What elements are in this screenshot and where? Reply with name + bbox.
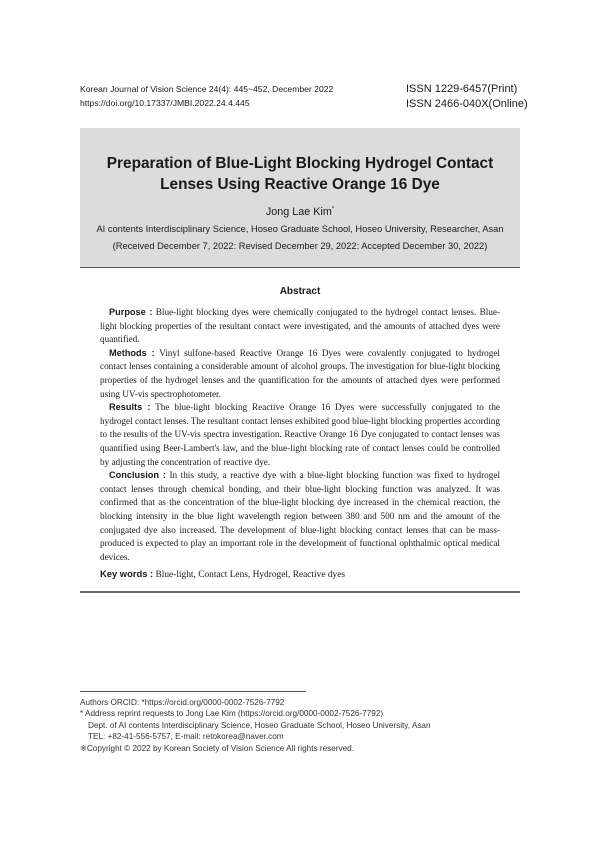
issn-print: ISSN 1229-6457(Print)	[406, 83, 518, 95]
journal-citation: Korean Journal of Vision Science 24(4): 445~452, December 2022	[80, 84, 334, 94]
abstract-conclusion	[100, 469, 500, 564]
copyright-note: ※Copyright © 2022 by Korean Society of Vision Science All rights reserved.	[80, 743, 354, 753]
author-mark: *	[331, 206, 335, 213]
abstract-purpose	[100, 306, 500, 347]
doi-link[interactable]: https://doi.org/10.17337/JMBI.2022.24.4.445	[80, 98, 250, 108]
title-line-2: Lenses Using Reactive Orange 16 Dye	[160, 176, 440, 193]
issn-block	[406, 82, 528, 112]
footnotes	[80, 697, 520, 754]
issn-online: ISSN 2466-040X(Online)	[406, 98, 528, 110]
results-text: The blue-light blocking Reactive Orange 16 Dyes were successfully conjugated to the hydrogel contact lenses. The resultant contact lenses exhibited good blue-light blocking properties according to the results of the UV-vis spectra investigation. Reactive Orange 16 Dye conjugated to contact lenses was quantified using Beer-Lambert's law, and the blue-light blocking rate of contact lenses could be controlled by adjusting the concentration of reactive dye.	[100, 402, 500, 467]
orcid-note: Authors ORCID: *https://orcid.org/0000-0002-7526-7792	[80, 698, 285, 707]
keywords-label: Key words :	[100, 568, 154, 579]
contact-note: TEL: +82-41-556-5757, E-mail: retokorea@naver.com	[88, 732, 284, 742]
methods-text: Vinyl sulfone-based Reactive Orange 16 Dyes were covalently conjugated to hydrogel contact lenses containing a considerable amount of alcohol groups. The investigation for blue-light blocking properties of the hydrogel lenses and the quantification for the amounts of attached dyes were performed using UV-vis spectrophotometer.	[100, 347, 500, 399]
author-name: Jong Lae Kim	[265, 206, 332, 218]
abstract-body	[100, 306, 500, 564]
received-dates: (Received December 7, 2022: Revised December 29, 2022: Accepted December 30, 2022)	[112, 241, 488, 251]
paper-title	[80, 153, 520, 195]
author-line	[80, 206, 520, 218]
title-line-1: Preparation of Blue-Light Blocking Hydrogel Contact	[106, 155, 494, 172]
section-divider	[80, 591, 520, 593]
purpose-text: Blue-light blocking dyes were chemically conjugated to the hydrogel contact lenses. Blue-light blocking properties of the resultant contact were investigated, and the amounts of attached dyes were quantified.	[100, 307, 501, 345]
methods-label: Methods :	[109, 347, 155, 358]
abstract-heading: Abstract	[279, 286, 321, 297]
title-block	[80, 128, 520, 268]
department-note: Dept. of AI contents Interdisciplinary Science, Hoseo Graduate School, Hoseo University, Asan	[88, 720, 431, 730]
conclusion-label: Conclusion :	[109, 470, 166, 481]
keywords-text: Blue-light, Contact Lens, Hydrogel, Reactive dyes	[155, 570, 346, 580]
abstract-methods	[100, 347, 500, 401]
affiliation: AI contents Interdisciplinary Science, Hoseo Graduate School, Hoseo University, Researcher, Asan	[96, 224, 504, 234]
reprint-note: * Address reprint requests to Jong Lae Kim (https://orcid.org/0000-0002-7526-7792)	[80, 709, 384, 719]
footnote-divider	[80, 691, 306, 692]
purpose-label: Purpose :	[109, 307, 153, 317]
abstract-results	[100, 401, 500, 469]
keywords-line	[100, 568, 500, 580]
journal-header	[80, 82, 333, 110]
results-label: Results :	[109, 402, 151, 413]
conclusion-text: In this study, a reactive dye with a blue-light blocking function was fixed to hydrogel contact lenses through chemical bonding, and their blue-light blocking function was analyzed. It was confirmed that as the concentration of the blue-light blocking dye increased in the chemical reaction, the blocking intensity in the blue light wavelength region between 380 and 500 nm and the amount of the conjugated dye also increased. The development of blue-light blocking contact lenses that can be mass-produced is expected to play an important role in the development of functional ophthalmic optical medical devices.	[100, 470, 501, 562]
